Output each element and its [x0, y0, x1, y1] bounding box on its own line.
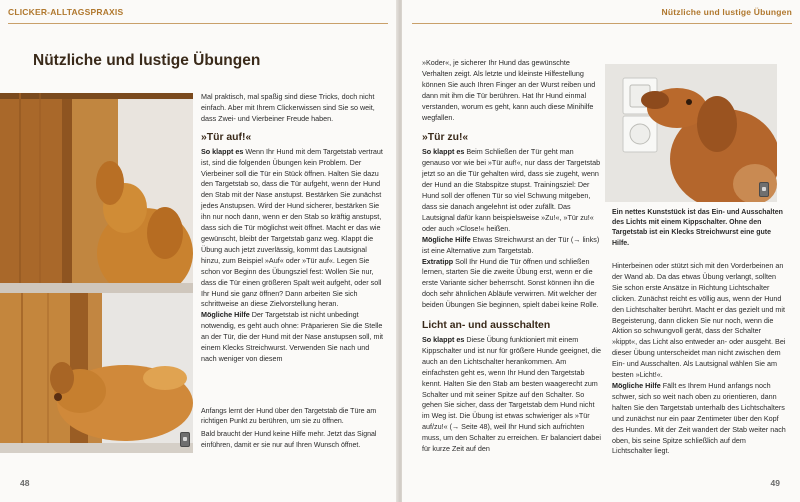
intro-paragraph: Mal praktisch, mal spaßig sind diese Tricks, doch nicht einfach. Aber mit Ihrem Clickerwissen sind Sie so weit, dass Zwei- und Vierbeiner Freude haben. [201, 92, 375, 123]
header-rule [412, 23, 792, 24]
licht-how-paragraph [422, 335, 602, 455]
tuer-zu-help-text: Etwas Streichwurst an der Tür (→ links) ist eine Alternative zum Targetstab. [422, 234, 600, 255]
licht-continued-text: Hinterbeinen oder stützt sich mit den Vorderbeinen an der Wand ab. Da das etwas Übung verlangt, sollten Sie schon erste Ansätze in Richtung Lichtschalter clicken. Zunächst reicht es völlig aus, wenn der Hund den Lichtschalter berührt. Macht er das gezielt und mit Begeisterung, dann clicken Sie nur noch, wenn die Aktion so schwungvoll gerät, dass der Schalter »kippt«, das Licht also entweder an- oder ausgeht. Bei dieser Übung unterscheidet man nicht zwischen dem Ein- und Ausschalten. Als Lautsignal wählen Sie am besten »Licht!«. [612, 261, 786, 380]
left-text-column [201, 92, 385, 365]
photo-caption-right: Ein nettes Kunststück ist das Ein- und Ausschalten des Lichts mit einem Kippschalter. Ohne den Targetstab ist ein Klecks Streichwurst eine gute Hilfe. [612, 209, 783, 247]
licht-how-text: Diese Übung funktioniert mit einem Kippschalter und ist nur für größere Hunde geeignet, die auch an den Lichtschalter herankommen. Am einfachsten geht es, wenn Ihr Hund den Targetstab kennt. Halten Sie den Stab am besten waagerecht zum Schalter und mit seiner Spitze auf den Schalter. So gehen Sie sicher, dass der Targetstab dem Hund nicht im Weg ist. Die Übung ist etwas schwieriger als »Tür auf/zu!« (→ Seite 48), weil Ihr Hund sich aufrichten muss, um den Schalter zu erreichen. Er balanciert dabei für kurze Zeit auf den [422, 335, 601, 454]
licht-help-paragraph [612, 381, 786, 457]
photo-caption-left [201, 407, 387, 451]
label-moegliche-hilfe: Mögliche Hilfe [201, 310, 250, 320]
tuer-zu-how-paragraph [422, 147, 602, 234]
section-heading-tuer-auf: »Tür auf!« [201, 131, 252, 143]
label-so-klappt-es: So klappt es [422, 335, 465, 345]
right-text-column-2 [612, 261, 786, 457]
caption-1: Anfangs lernt der Hund über den Targetstab die Türe am richtigen Punkt zu berühren, um sie zu öffnen. [201, 408, 377, 426]
tuer-auf-how-paragraph [201, 147, 385, 311]
section-heading-licht: Licht an- und ausschalten [422, 320, 551, 332]
running-head-left: CLICKER-ALLTAGSPRAXIS [8, 7, 124, 17]
header-rule [8, 23, 388, 24]
dog-door-photo-2 [0, 293, 193, 453]
label-moegliche-hilfe: Mögliche Hilfe [422, 234, 471, 244]
running-head-right: Nützliche und lustige Übungen [661, 7, 792, 17]
continuation-paragraph: »Koder«, je sicherer Ihr Hund das gewünschte Verhalten zeigt. Als letzte und kleinste Hilfestellung können Sie auch Ihren Finger an der Wurst reiben und dann mit ihm die Tür berühren. Hat Ihr Hund einmal verstanden, worum es geht, kann auch diese Minihilfe wegfallen. [422, 58, 596, 122]
section-heading-tuer-zu: »Tür zu!« [422, 132, 469, 144]
page-title: Nützliche und lustige Übungen [33, 52, 261, 69]
tuer-zu-help-paragraph [422, 235, 602, 257]
page-number-right: 49 [770, 478, 780, 488]
extratipp-text: Soll Ihr Hund die Tür öffnen und schließen lernen, starten Sie die zweite Übung erst, wenn er die erste Variante sicher beherrscht. Sonst können ihn die doch sehr ähnlichen Abläufe verwirren. Mit welcher der beiden Übungen Sie beginnen, spielt dabei keine Rolle. [422, 256, 599, 310]
label-so-klappt-es: So klappt es [422, 147, 465, 157]
licht-help-text: Fällt es Ihrem Hund anfangs noch schwer, sich so weit nach oben zu orientieren, dann halten Sie den Targetstab unterhalb des Lichtschalters und zunächst nur ein paar Zentimeter über den Kopf des Hundes. Mit der Zeit wandert der Stab weiter nach oben, bis seine Spitze schließlich auf dem Lichtschalter liegt. [612, 380, 786, 456]
right-text-column-1 [422, 58, 602, 455]
tuer-auf-help-text: Der Targetstab ist nicht unbedingt notwendig, es geht auch ohne: Präparieren Sie die Stelle an der Tür, die der Hund mit der Nase anstupsen soll, mit einem Klecks Streichwurst. Verwenden Sie nach und nach weniger von diesem [201, 310, 384, 363]
label-so-klappt-es: So klappt es [201, 146, 244, 156]
tuer-auf-how-text: Wenn Ihr Hund mit dem Targetstab vertraut ist, sind die folgenden Übungen kein Problem. Der Vierbeiner soll die Tür ein Stück öffnen. Halten Sie dazu den Targetstab so, dass die Tür aufgeht, wenn der Hund den Stab mit der Nase anstupst. Bestärken Sie zunächst jedes Anstupsen. Wird der Hund sicherer, bestärken Sie ihn nur noch dann, wenn er den Stab so kräftig anstupst, dass sich die Tür möglichst weit öffnet. Macht er das wie gewünscht, bleibt der Targetstab ganz weg. Klappt die Übung auch jetzt zuverlässig, kommt das Lautsignal hinzu, zum Beispiel »Auf« oder »Tür auf«. Legen Sie schon vor Beginn des Übungsziel fest: Wollen Sie nur, dass die Tür einen größeren Spalt weit aufgeht, oder soll Ihr Hund sie ganz öffnen? Dann arbeiten Sie sich schrittweise an diese Zielvorstellung heran. [201, 146, 383, 309]
page-number-left: 48 [20, 478, 30, 488]
clicker-icon [180, 432, 190, 447]
caption-2: Bald braucht der Hund keine Hilfe mehr. Jetzt das Signal einführen, damit er sie nur auf Ihren Wunsch öffnet. [201, 431, 377, 449]
label-moegliche-hilfe: Mögliche Hilfe [612, 380, 661, 390]
dog-light-switch-photo [605, 64, 777, 202]
tuer-zu-how-text: Beim Schließen der Tür geht man genauso vor wie bei »Tür auf!«, nur dass der Targetstab jetzt so an die Tür gehalten wird, dass sie zugeht, wenn der Hund an die Stabspitze stupst. Trainingsziel: Der Hund soll der offenen Tür so viel Schwung mitgeben, dass sie danach angelehnt ist oder zufällt. Das Lautsignal dafür kann beispielsweise »Zu!«, »Tür zu!« oder auch »Close!« heißen. [422, 147, 601, 233]
label-extratipp: Extratipp [422, 256, 454, 266]
right-page [402, 0, 800, 502]
dog-door-photo-1 [0, 93, 193, 293]
clicker-icon [759, 182, 769, 197]
tuer-auf-help-paragraph [201, 310, 385, 365]
extratipp-paragraph [422, 257, 602, 312]
left-page [0, 0, 398, 502]
